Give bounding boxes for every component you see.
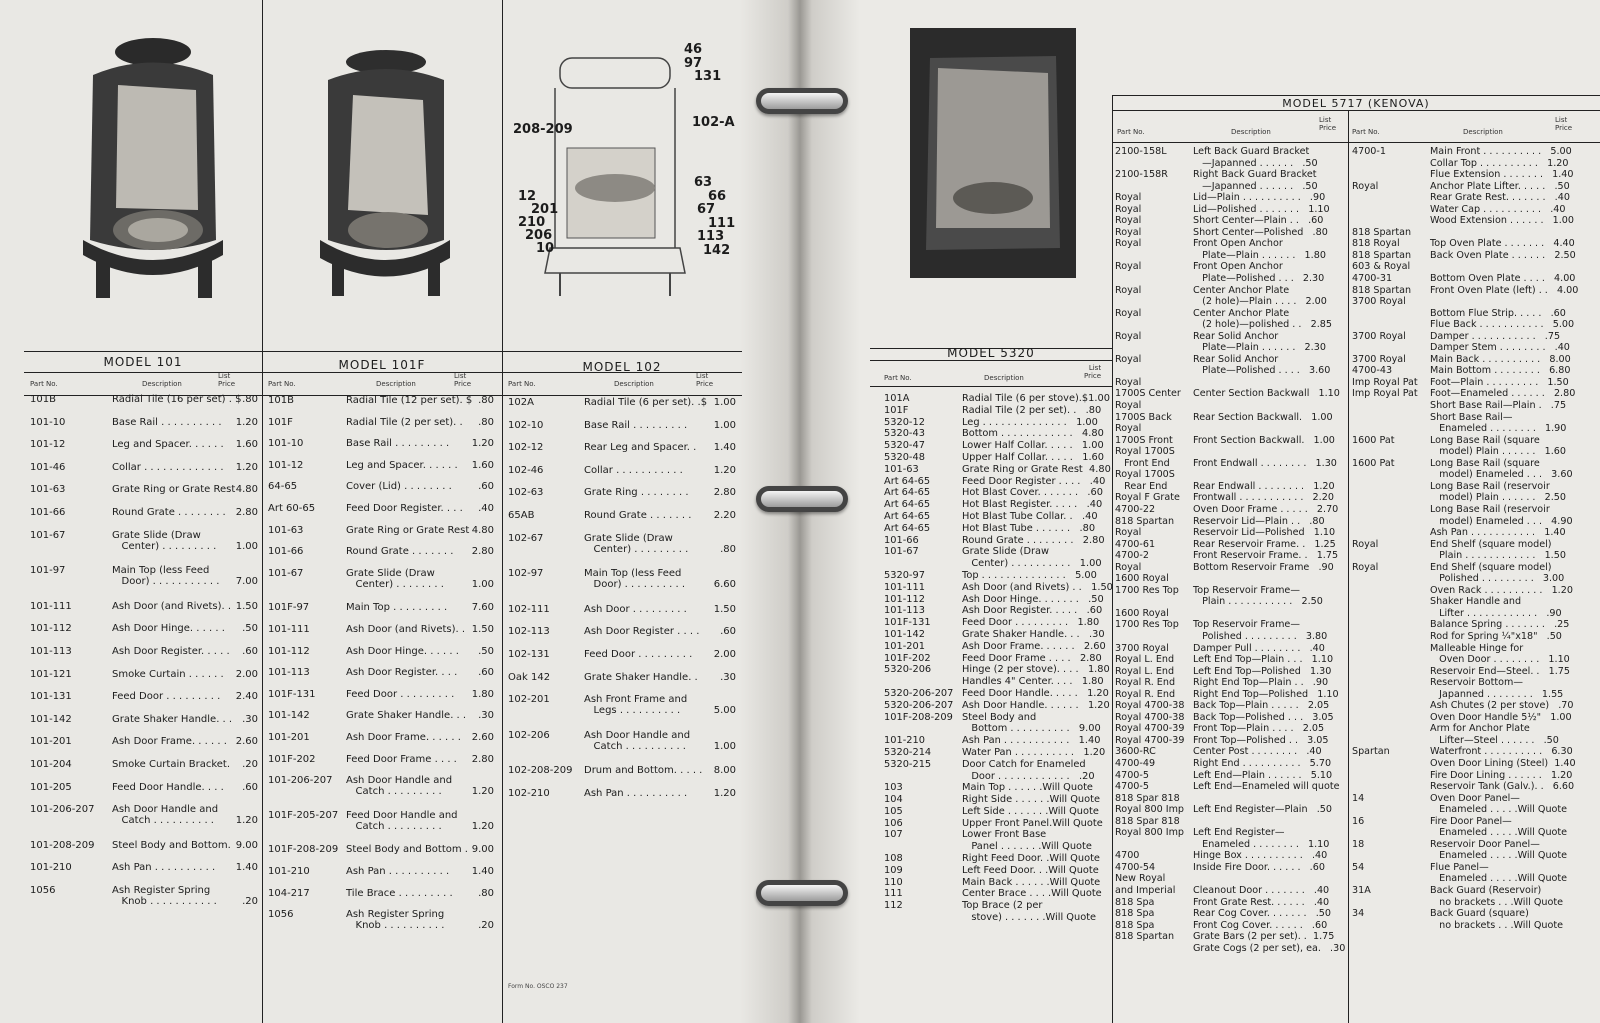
part-description: Leg and Spacer. . . . . . — [112, 439, 224, 451]
part-number: 102-97 — [508, 568, 544, 580]
list-price: 1.20 — [713, 788, 736, 799]
callout: 102-A — [692, 115, 735, 130]
part-number: 101-66 — [268, 546, 304, 558]
part-number: 101F-97 — [268, 602, 310, 614]
callout: 12 — [518, 189, 537, 204]
model-101f-title: MODEL 101F — [338, 358, 426, 372]
part-description: Steel Body and Bottom. — [112, 839, 231, 851]
part-number: 101-111 — [30, 600, 72, 612]
part-no-header: Part No. — [884, 374, 912, 382]
list-price: .60 — [242, 781, 258, 793]
list-price: 1.60 — [471, 459, 494, 471]
part-number: 101-111 — [268, 624, 310, 635]
part-number: 102-113 — [508, 626, 550, 638]
part-description: Smoke Curtain . . . . . . — [112, 668, 224, 680]
part-number: 101-142 — [268, 710, 310, 722]
part-number: 101-112 — [268, 645, 310, 657]
part-no-header: Part No. — [1352, 128, 1380, 136]
list-price: 8.00 — [713, 765, 736, 777]
list-price: 1.40 — [235, 862, 258, 874]
part-number: 101-12 — [30, 439, 66, 451]
list-price: 5.00 — [713, 705, 736, 717]
part-number: 102-208-209 — [508, 765, 573, 777]
list-price: .60 — [478, 481, 494, 493]
part-number: 101F-205-207 — [268, 809, 339, 821]
callout: 111 — [708, 216, 736, 231]
list-price: 1.20 — [471, 438, 494, 450]
part-description: Cover (Lid) . . . . . . . . — [346, 481, 452, 493]
part-description: Grate Slide (Draw Center) . . . . . . . . — [346, 567, 444, 590]
model-101-title: MODEL 101 — [103, 355, 183, 369]
part-number: 101-46 — [30, 461, 66, 473]
part-description: Ash Door . . . . . . . . . — [584, 603, 687, 615]
model-5717-parts-list-left: 2100-158L Left Back Guard Bracket —Japanned . . . . . . .50 2100-158R Right Back Guard Bracket —Japanned . . . . . . .50 Royal Lid—Plain . . . . . . . . . . .90 Royal Lid—Polished . . . . . . . 1.10 Royal Short Center—Plain . . .60 Royal Short Center—Polished .80 Royal Front Open Anchor Plate—Plain . . . . . . 1.80 Royal Front Open Anchor Plate—Polished . . . 2.30 Royal Center Anchor Plate (2 hole)—Plain . . . . 2.00 Royal Center Anchor Plate (2 hole)—polished . . 2.85 Royal Rear Solid Anchor Plate—Plain . . . . . . 2.30 Royal Rear Solid Anchor Plate—Polished . . . . 3.60 Royal 1700S Center Center Section Backwall 1.10 Royal 1700S Back Rear Section Backwall. 1.00 Royal 1700S Front Front Section Backwall. 1.00 Royal 1700S Front End Front Endwall . . . . . . . . 1.30 Royal 1700S Rear End Rear Endwall . . . . . . . . 1.20 Royal F Grate Frontwall . . . . . . . . . . . 2.20 4700-22 Oven Door Frame . . . . . 2.70 818 Spartan Reservoir Lid—Plain . . .80 Royal Reservoir Lid—Polished 1.10 4700-61 Rear Reservoir Frame. . 1.25 4700-2 Front Reservoir Frame. . 1.75 Royal Bottom Reservoir Frame .90 1600 Royal 1700 Res Top Top Reservoir Frame— Plain . . . . . . . . . . . 2.50 1600 Royal 1700 Res Top Top Reservoir Frame— Polished . . . . . . . . . 3.80 3700 Royal Damper Pull . . . . . . . . .40 Royal L. End Left End Top—Plain . . . 1.10 Royal L. End Left End Top—Polished 1.30 Royal R. End Right End Top—Plain . . .90 Royal R. End Right End Top—Polished 1.10 Royal 4700-38 Back Top—Plain . . . . . 2.05 Royal 4700-38 Back Top—Polished . . . 3.05 Royal 4700-39 Front Top—Plain . . . . 2.05 Royal 4700-39 Front Top—Polished . . 3.05 3600-RC Center Post . . . . . . . . .40 4700-49 Right End . . . . . . . . . . 5.70 4700-5 Left End—Plain . . . . . . 5.10 4700-5 Left End—Enameled will quote 818 Spar 818 Royal 800 Imp Left End Register—Plain .50 818 Spar 818 Royal 800 Imp Left End Register— Enameled . . . . . . . . 1.10 4700 Hinge Box . . . . . . . . . . .40 4700-54 Inside Fire Door. . . . . . .60 New Royal and Imperial Cleanout Door . . . . . . . .40 818 Spa Front Grate Rest. . . . . . .40 818 Spa Rear Cog Cover. . . . . . . .50 818 Spa Front Cog Cover. . . . . . .60 818 Spartan Grate Bars (2 per set). . 1.75 Grate Cogs (2 per set), ea. .30 — [1115, 146, 1346, 954]
part-description: Feed Door Register. . . . — [346, 503, 463, 514]
part-number: 1056 — [268, 909, 294, 921]
part-description: Ash Door Handle and Catch . . . . . . . . . . — [584, 729, 691, 752]
list-price: 2.00 — [713, 649, 736, 660]
list-price: 1.50 — [713, 603, 736, 615]
list-price: 6.60 — [713, 579, 736, 591]
list-price: 9.00 — [235, 839, 258, 851]
part-no-header: Part No. — [268, 380, 296, 388]
part-number: 101F-131 — [268, 688, 316, 700]
part-number: 101-113 — [268, 667, 310, 679]
part-number: 102-201 — [508, 694, 550, 706]
list-price: .80 — [242, 394, 258, 405]
part-number: 101-63 — [268, 524, 304, 536]
list-price: 1.50 — [235, 600, 258, 612]
model-5320-header-rule — [870, 386, 1112, 387]
part-number: 102-46 — [508, 464, 544, 476]
part-number: 102-131 — [508, 649, 550, 660]
list-price: 2.80 — [713, 487, 736, 499]
part-number: 101-204 — [30, 759, 72, 770]
part-number: 1056 — [30, 885, 56, 896]
part-number: 101B — [30, 394, 56, 405]
part-description: Drum and Bottom. . . . . — [584, 765, 703, 777]
part-description: Ash Door Frame. . . . . . — [112, 736, 227, 748]
part-description: Grate Ring or Grate Rest — [346, 524, 470, 536]
list-price: 1.00 — [713, 419, 736, 431]
part-number: 101F-202 — [268, 753, 316, 765]
callout: 208-209 — [513, 122, 573, 137]
list-price: .30 — [720, 671, 736, 683]
list-price: 1.60 — [235, 439, 258, 451]
part-description: Grate Slide (Draw Center) . . . . . . . . . — [112, 529, 217, 552]
part-no-header: Part No. — [30, 380, 58, 388]
part-description: Grate Slide (Draw Center) . . . . . . . . . — [584, 532, 689, 555]
part-description: Base Rail . . . . . . . . . . — [112, 416, 222, 428]
list-price: 1.00 — [713, 397, 736, 408]
list-price: 2.40 — [235, 691, 258, 703]
part-description: Base Rail . . . . . . . . . — [346, 438, 450, 450]
part-number: 102-206 — [508, 729, 550, 741]
part-description: Collar . . . . . . . . . . . — [584, 464, 683, 476]
model-5717-parts-list-right: 4700-1 Main Front . . . . . . . . . . 5.00 Collar Top . . . . . . . . . . 1.20 Flue Extension . . . . . . . 1.40 Royal Anchor Plate Lifter. . . . . .50 Rear Grate Rest. . . . . . . .40 Water Cap . . . . . . . . . . .40 Wood Extension . . . . . . 1.00 818 Spartan 818 Royal Top Oven Plate . . . . . . . 4.40 818 Spartan Back Oven Plate . . . . . . 2.50 603 & Royal 4700-31 Bottom Oven Plate . . . . 4.00 818 Spartan Front Oven Plate (left) . . 4.00 3700 Royal Bottom Flue Strip. . . . . .60 Flue Back . . . . . . . . . . . 5.00 3700 Royal Damper . . . . . . . . . . . .75 Damper Stem . . . . . . . . .40 3700 Royal Main Back . . . . . . . . . . 8.00 4700-43 Main Bottom . . . . . . . . 6.80 Imp Royal Pat Foot—Plain . . . . . . . . . 1.50 Imp Royal Pat Foot—Enameled . . . . . . 2.80 Short Base Rail—Plain . .75 Short Base Rail— Enameled . . . . . . . . 1.90 1600 Pat Long Base Rail (square model) Plain . . . . . . 1.60 1600 Pat Long Base Rail (square model) Enameled . . . 3.60 Long Base Rail (reservoir model) Plain . . . . . . 2.50 Long Base Rail (reservoir model) Enameled . . . 4.90 Ash Pan . . . . . . . . . . . 1.40 Royal End Shelf (square model) Plain . . . . . . . . . . . . 1.50 Royal End Shelf (square model) Polished . . . . . . . . . 3.00 Oven Rack . . . . . . . . . . 1.20 Shaker Handle and Lifter . . . . . . . . . . . . .90 Balance Spring . . . . . . . .25 Rod for Spring ¼"x18" .50 Malleable Hinge for Oven Door . . . . . . . . 1.10 Reservoir End—Steel. . 1.75 Reservoir Bottom— Japanned . . . . . . . . 1.55 Ash Chutes (2 per stove) .70 Oven Door Handle 5½" 1.00 Arm for Anchor Plate Lifter—Steel . . . . . . .50 Spartan Waterfront . . . . . . . . . . 6.30 Oven Door Lining (Steel) 1.40 Fire Door Lining . . . . . . 1.20 Reservoir Tank (Galv.). . 6.60 14 Oven Door Panel— Enameled . . . . .Will Quote 16 Fire Door Panel— Enameled . . . . .Will Quote 18 Reservoir Door Panel— Enameled . . . . .Will Quote 54 Flue Panel— Enameled . . . . .Will Quote 31A Back Guard (Reservoir) no brackets . . .Will Quote 34 Back Guard (square) no brackets . . .Will Quote — [1352, 146, 1579, 931]
binder-ring-middle — [756, 486, 848, 512]
part-number: 102-12 — [508, 442, 544, 454]
list-price-header: List Price — [1319, 116, 1337, 132]
part-description: Radial Tile (6 per set). .$ — [584, 397, 708, 408]
part-number: 101-10 — [30, 416, 66, 428]
part-number: 101-12 — [268, 459, 304, 471]
list-price: .20 — [242, 896, 258, 907]
part-number: 101B — [268, 395, 294, 406]
list-price: 2.00 — [235, 668, 258, 680]
part-description: Ash Door Hinge. . . . . . — [346, 645, 459, 657]
table-header — [508, 372, 742, 392]
callout: 10 — [536, 241, 555, 256]
part-number: 101F — [268, 416, 293, 428]
part-number: 104-217 — [268, 887, 310, 899]
part-number: 102-10 — [508, 419, 544, 431]
part-description: Grate Ring or Grate Rest — [112, 484, 236, 496]
callout: 206 — [525, 228, 553, 243]
part-description: Main Top (less Feed Door) . . . . . . . . . . — [584, 568, 686, 591]
part-description: Ash Pan . . . . . . . . . . — [584, 788, 688, 799]
part-description: Round Grate . . . . . . . — [346, 546, 454, 558]
part-description: Feed Door . . . . . . . . . — [584, 649, 693, 660]
part-description: Ash Pan . . . . . . . . . . — [346, 866, 450, 877]
callout: 66 — [708, 189, 727, 204]
part-description: Feed Door Handle. . . . — [112, 781, 224, 793]
part-description: Ash Front Frame and Legs . . . . . . . . . . — [584, 694, 688, 717]
model-5717-title-rule — [1112, 110, 1600, 111]
list-price: 1.00 — [471, 578, 494, 590]
part-number: 101-206-207 — [30, 804, 95, 816]
part-description: Steel Body and Bottom . — [346, 844, 468, 856]
list-price: 2.80 — [471, 546, 494, 558]
part-number: Oak 142 — [508, 671, 551, 683]
part-number: 101-63 — [30, 484, 66, 496]
description-header: Description — [1231, 128, 1271, 136]
list-price: 1.20 — [235, 461, 258, 473]
list-price: .30 — [242, 713, 258, 725]
part-number: 101-66 — [30, 507, 66, 518]
part-number: 102-63 — [508, 487, 544, 499]
description-header: Description — [142, 380, 182, 388]
list-price: .50 — [242, 623, 258, 635]
model-5717-title: MODEL 5717 (KENOVA) — [1282, 97, 1430, 110]
part-number: 101-210 — [268, 866, 310, 877]
list-price: 1.20 — [471, 786, 494, 798]
part-description: Radial Tile (2 per set). . — [346, 416, 463, 428]
list-price: .20 — [478, 920, 494, 932]
list-price: 1.20 — [713, 464, 736, 476]
part-number: 101-113 — [30, 646, 72, 657]
part-description: Tile Brace . . . . . . . . . — [346, 887, 453, 899]
part-number: 101-131 — [30, 691, 72, 703]
callout: 113 — [697, 229, 725, 244]
list-price: 1.20 — [235, 416, 258, 428]
list-price: .50 — [478, 645, 494, 657]
part-number: 101-201 — [30, 736, 72, 748]
model-5717-header — [1117, 116, 1597, 140]
part-description: Ash Door Register. . . . — [346, 667, 458, 679]
model-5320-stove-illustration — [908, 28, 1078, 286]
list-price: 2.60 — [235, 736, 258, 748]
part-description: Feed Door Frame . . . . — [346, 753, 457, 765]
part-number: 101-67 — [30, 529, 66, 541]
list-price: 2.20 — [713, 510, 736, 521]
table-header — [30, 372, 260, 392]
part-number: 101-10 — [268, 438, 304, 450]
model-5717-header-rule — [1112, 142, 1600, 143]
part-number: 102-111 — [508, 603, 550, 615]
callout: 46 — [684, 42, 703, 57]
list-price: .60 — [478, 667, 494, 679]
list-price-header: List Price — [1555, 116, 1573, 132]
part-description: Radial Tile (12 per set). $ — [346, 395, 473, 406]
list-price-header: List Price — [218, 372, 236, 388]
list-price: 4.80 — [471, 524, 494, 536]
part-description: Ash Door Handle and Catch . . . . . . . . . . — [112, 804, 219, 827]
list-price: 1.00 — [235, 540, 258, 552]
part-number: 64-65 — [268, 481, 298, 493]
list-price-header: List Price — [1084, 364, 1102, 380]
list-price-header: List Price — [696, 372, 714, 388]
list-price: 1.00 — [713, 740, 736, 752]
model-5320-title: MODEL 5320 — [947, 346, 1035, 360]
callout: 142 — [703, 243, 731, 258]
part-description: Feed Door Handle and Catch . . . . . . . . . — [346, 809, 458, 832]
diagram-callouts — [0, 0, 800, 330]
part-number: 101-201 — [268, 732, 310, 743]
part-description: Ash Door Hinge. . . . . . — [112, 623, 225, 635]
part-number: 101-206-207 — [268, 775, 333, 787]
part-description: Feed Door . . . . . . . . . — [346, 688, 455, 700]
part-description: Ash Door (and Rivets). . — [112, 600, 232, 612]
part-number: 101-205 — [30, 781, 72, 793]
model-5717-middle-divider — [1348, 110, 1349, 1023]
part-description: Ash Door Frame. . . . . . — [346, 732, 461, 743]
description-header: Description — [614, 380, 654, 388]
list-price: 1.40 — [713, 442, 736, 454]
model-5320-title-rule — [870, 360, 1112, 361]
list-price: 2.80 — [235, 507, 258, 518]
list-price: .80 — [478, 887, 494, 899]
list-price: 1.50 — [471, 624, 494, 635]
callout: 131 — [694, 69, 722, 84]
list-price: .60 — [242, 646, 258, 657]
part-number: Art 60-65 — [268, 503, 316, 514]
part-description: Feed Door . . . . . . . . . — [112, 691, 221, 703]
list-price: .80 — [720, 543, 736, 555]
list-price: 2.80 — [471, 753, 494, 765]
part-description: Ash Register Spring Knob . . . . . . . . . . . — [112, 885, 217, 907]
part-number: 102-210 — [508, 788, 550, 799]
callout: 201 — [531, 202, 559, 217]
callout: 63 — [694, 175, 713, 190]
part-description: Ash Door Handle and Catch . . . . . . . . . — [346, 775, 453, 798]
table-header — [268, 372, 500, 392]
part-description: Grate Shaker Handle. . — [584, 671, 698, 683]
part-description: Ash Register Spring Knob . . . . . . . . . . — [346, 909, 445, 932]
part-number: 102A — [508, 397, 534, 408]
model-5320-parts-list: 101A Radial Tile (6 per stove).$1.00 101F Radial Tile (2 per set). . .80 5320-12 Leg . . . . . . . . . . . . . . 1.00 5320-43 Bottom . . . . . . . . . . . . 4.80 5320-47 Lower Half Collar. . . . . 1.00 5320-48 Upper Half Collar. . . . . 1.60 101-63 Grate Ring or Grate Rest 4.80 Art 64-65 Feed Door Register . . . . .40 Art 64-65 Hot Blast Cover. . . . . . . .60 Art 64-65 Hot Blast Register. . . . . .40 Art 64-65 Hot Blast Tube Collar. . .40 Art 64-65 Hot Blast Tube . . . . . . .80 101-66 Round Grate . . . . . . . . 2.80 101-67 Grate Slide (Draw Center) . . . . . . . . . . 1.00 5320-97 Top . . . . . . . . . . . . . . 5.00 101-111 Ash Door (and Rivets) . . 1.50 101-112 Ash Door Hinge. . . . . . . .50 101-113 Ash Door Register. . . . . .60 101F-131 Feed Door . . . . . . . . . 1.80 101-142 Grate Shaker Handle. . . .30 101-201 Ash Door Frame. . . . . . 2.60 101F-202 Feed Door Frame . . . . 2.80 5320-206 Hinge (2 per stove). . . . 1.80 Handles 4" Center. . . . 1.80 5320-206-207 Feed Door Handle. . . . . 1.20 5320-206-207 Ash Door Handle. . . . . . 1.20 101F-208-209 Steel Body and Bottom . . . . . . . . . . 9.00 101-210 Ash Pan . . . . . . . . . . . 1.40 5320-214 Water Pan . . . . . . . . . . 1.20 5320-215 Door Catch for Enameled Door . . . . . . . . . . . . .20 103 Main Top . . . . . .Will Quote 104 Right Side . . . . . .Will Quote 105 Left Side . . . . . . .Will Quote 106 Upper Front Panel.Will Quote 107 Lower Front Base Panel . . . . . . .Will Quote 108 Right Feed Door. .Will Quote 109 Left Feed Door. . .Will Quote 110 Main Back . . . . . .Will Quote 111 Center Brace . . . .Will Quote 112 Top Brace (2 per stove) . . . . . . .Will Quote — [884, 393, 1113, 924]
part-number: 65AB — [508, 510, 535, 521]
description-header: Description — [1463, 128, 1503, 136]
part-description: Radial Tile (16 per set) . $ — [112, 394, 242, 405]
binder-ring-bottom — [756, 880, 848, 906]
form-number: Form No. OSCO 237 — [508, 983, 568, 990]
part-number: 101-121 — [30, 668, 72, 680]
part-description: Round Grate . . . . . . . — [584, 510, 692, 521]
part-number: 101-210 — [30, 862, 72, 874]
list-price: 1.80 — [471, 688, 494, 700]
part-description: Smoke Curtain Bracket. — [112, 759, 231, 770]
part-no-header: Part No. — [508, 380, 536, 388]
part-number: 102-67 — [508, 532, 544, 544]
list-price: 7.00 — [235, 576, 258, 588]
part-description: Main Top (less Feed Door) . . . . . . . . . . . — [112, 565, 220, 588]
part-description: Ash Pan . . . . . . . . . . — [112, 862, 216, 874]
list-price: .80 — [478, 395, 494, 406]
part-number: 101-112 — [30, 623, 72, 635]
part-description: Collar . . . . . . . . . . . . . — [112, 461, 224, 473]
part-description: Grate Shaker Handle. . . — [112, 713, 233, 725]
part-number: 101-208-209 — [30, 839, 95, 851]
list-price: 2.60 — [471, 732, 494, 743]
part-number: 101F-208-209 — [268, 844, 339, 856]
model-5320-header — [884, 364, 1114, 386]
part-description: Grate Ring . . . . . . . . — [584, 487, 689, 499]
list-price: 1.20 — [235, 815, 258, 827]
table-top-rule — [24, 351, 742, 352]
list-price: .30 — [478, 710, 494, 722]
list-price: 1.40 — [471, 866, 494, 877]
callout: 97 — [684, 56, 703, 71]
list-price: 4.80 — [235, 484, 258, 496]
list-price: .80 — [478, 416, 494, 428]
part-description: Ash Door Register. . . . . — [112, 646, 230, 657]
list-price-header: List Price — [454, 372, 472, 388]
list-price: .60 — [720, 626, 736, 638]
list-price: .20 — [242, 759, 258, 770]
description-header: Description — [376, 380, 416, 388]
model-102-title: MODEL 102 — [582, 360, 662, 374]
description-header: Description — [984, 374, 1024, 382]
part-description: Rear Leg and Spacer. . — [584, 442, 697, 454]
part-description: Round Grate . . . . . . . . — [112, 507, 226, 518]
callout: 210 — [518, 215, 546, 230]
part-description: Base Rail . . . . . . . . . — [584, 419, 688, 431]
part-description: Ash Door Register . . . . — [584, 626, 700, 638]
model-5717-top-rule — [1112, 95, 1600, 96]
part-number: 101-97 — [30, 565, 66, 577]
list-price: .40 — [478, 503, 494, 514]
part-description: Grate Shaker Handle. . . — [346, 710, 467, 722]
part-number: 101-67 — [268, 567, 304, 579]
callout: 67 — [697, 202, 716, 217]
part-no-header: Part No. — [1117, 128, 1145, 136]
list-price: 9.00 — [471, 844, 494, 856]
list-price: 7.60 — [471, 602, 494, 614]
part-description: Main Top . . . . . . . . . — [346, 602, 448, 614]
part-description: Ash Door (and Rivets). . — [346, 624, 466, 635]
part-number: 101-142 — [30, 713, 72, 725]
part-description: Leg and Spacer. . . . . . — [346, 459, 458, 471]
list-price: 1.20 — [471, 820, 494, 832]
